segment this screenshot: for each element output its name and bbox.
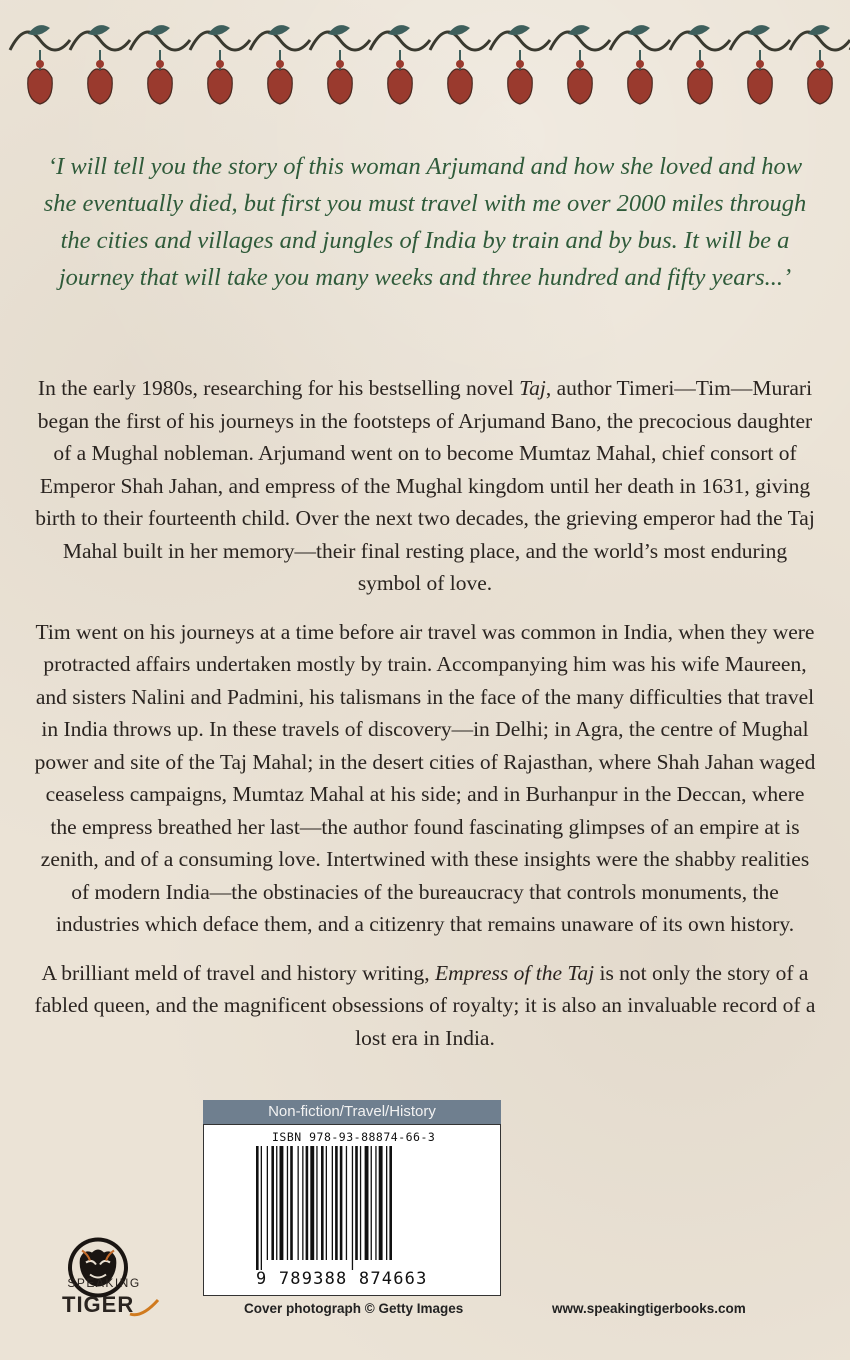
bud-icon <box>216 60 224 68</box>
flower-icon <box>388 69 413 104</box>
book-title: Empress of the Taj <box>435 960 595 985</box>
bud-icon <box>396 60 404 68</box>
bud-icon <box>276 60 284 68</box>
leaf-icon <box>688 25 710 35</box>
barcode-bar <box>375 1146 376 1260</box>
flower-icon <box>628 69 653 104</box>
isbn-label: ISBN 978-93-88874-66-3 <box>272 1130 436 1144</box>
isbn-digits: 9 789388 874663 <box>256 1269 428 1289</box>
barcode-bar <box>340 1146 343 1260</box>
floral-border <box>0 0 850 120</box>
bud-icon <box>696 60 704 68</box>
leaf-icon <box>748 25 770 35</box>
novel-title: Taj <box>519 376 546 400</box>
publisher-website: www.speakingtigerbooks.com <box>552 1301 746 1316</box>
barcode-bar <box>332 1146 333 1260</box>
bud-icon <box>36 60 44 68</box>
barcode-bar <box>326 1146 327 1260</box>
barcode-bar <box>335 1146 338 1260</box>
barcode-bar <box>310 1146 314 1260</box>
genre-label: Non-fiction/Travel/History <box>203 1100 501 1124</box>
publisher-name-brand: TIGER <box>62 1292 135 1317</box>
flower-icon <box>88 69 113 104</box>
barcode-panel <box>203 1124 501 1296</box>
vine-stem <box>130 32 190 50</box>
flower-icon <box>568 69 593 104</box>
leaf-icon <box>28 25 50 35</box>
leaf-icon <box>808 25 830 35</box>
barcode-bar <box>355 1146 358 1260</box>
barcode-bar <box>316 1146 317 1260</box>
leaf-icon <box>148 25 170 35</box>
bud-icon <box>756 60 764 68</box>
flower-icon <box>448 69 473 104</box>
blurb <box>30 372 820 1070</box>
photo-credit: Cover photograph © Getty Images <box>244 1301 464 1316</box>
barcode-bar <box>389 1146 392 1260</box>
barcode-bar <box>371 1146 372 1260</box>
bud-icon <box>516 60 524 68</box>
leaf-icon <box>628 25 650 35</box>
barcode-bar <box>271 1146 274 1260</box>
vine-stem <box>550 32 610 50</box>
barcode-bar <box>379 1146 383 1260</box>
barcode-bar <box>346 1146 347 1260</box>
flower-icon <box>508 69 533 104</box>
leaf-icon <box>268 25 290 35</box>
flower-icon <box>148 69 173 104</box>
brand-swoosh-icon <box>128 1296 162 1320</box>
barcode-bar <box>360 1146 361 1260</box>
bud-icon <box>636 60 644 68</box>
leaf-icon <box>208 25 230 35</box>
leaf-icon <box>328 25 350 35</box>
barcode-bar <box>280 1146 284 1260</box>
barcode-bar <box>287 1146 288 1260</box>
barcode-block <box>203 1100 501 1295</box>
flower-icon <box>748 69 773 104</box>
flower-icon <box>688 69 713 104</box>
vine-stem <box>610 32 670 50</box>
blurb-paragraph-2: Tim went on his journeys at a time before air travel was common in India, when they were protracted affairs undertaken mostly by train. Accompanying him was his wife Maureen, and sisters Nalini and Padmini, his talismans in the face of the many difficulties that travel in India throws up. In these travels of discovery—in Delhi; in Agra, the centre of Mughal power and site of the Taj Mahal; in the desert cities of Rajasthan, where Shah Jahan waged ceaseless campaigns, Mumtaz Mahal at his side; and in Burhanpur in the Deccan, where the empress breathed her last—the author found fascinating glimpses of an empire at is zenith, and of a consuming love. Intertwined with these insights were the shabby realities of modern India—the obstinacies of the bureaucracy that controls monuments, the industries which deface them, and a citizenry that remains unaware of its own history. <box>34 619 816 936</box>
blurb-paragraph-1: In the early 1980s, researching for his bestselling novel Taj, author Timeri—Tim—Murari began the first of his journeys in the footsteps of Arjumand Bano, the precocious daughter of a Mughal nobleman. Arjumand went on to become Mumtaz Mahal, chief consort of Emperor Shah Jahan, and empress of the Mughal kingdom until her death in 1631, giving birth to their fourteenth child. Over the next two decades, the grieving emperor had the Taj Mahal built in her memory—their final resting place, and the world’s most enduring symbol of love. <box>35 376 815 595</box>
flower-icon <box>28 69 53 104</box>
barcode-bar <box>302 1146 303 1260</box>
leaf-icon <box>508 25 530 35</box>
barcode-bar <box>256 1146 259 1270</box>
leaf-icon <box>388 25 410 35</box>
vine-stem <box>670 32 730 50</box>
flower-icon <box>808 69 833 104</box>
barcode-bars <box>256 1146 446 1270</box>
barcode-bar <box>276 1146 277 1260</box>
barcode-bar <box>267 1146 268 1260</box>
bud-icon <box>96 60 104 68</box>
vine-stem <box>730 32 790 50</box>
barcode-bar <box>386 1146 387 1260</box>
blurb-paragraph-3: A brilliant meld of travel and history writing, Empress of the Taj is not only the story of a fabled queen, and the magnificent obsessions of royalty; it is also an invaluable record of a lost era in India. <box>34 960 816 1050</box>
flower-icon <box>328 69 353 104</box>
barcode-bar <box>365 1146 369 1260</box>
bud-icon <box>336 60 344 68</box>
vine-stem <box>190 32 250 50</box>
vine-stem <box>10 32 70 50</box>
bud-icon <box>816 60 824 68</box>
vine-stem <box>250 32 310 50</box>
vine-stem <box>430 32 490 50</box>
pull-quote <box>30 148 820 296</box>
flower-icon <box>208 69 233 104</box>
vine-stem <box>70 32 130 50</box>
leaf-icon <box>88 25 110 35</box>
barcode-bar <box>306 1146 309 1260</box>
vine-stem <box>490 32 550 50</box>
leaf-icon <box>448 25 470 35</box>
barcode-bar <box>321 1146 324 1260</box>
leaf-icon <box>568 25 590 35</box>
bud-icon <box>576 60 584 68</box>
bud-icon <box>156 60 164 68</box>
bud-icon <box>456 60 464 68</box>
pull-quote-text: ‘I will tell you the story of this woman Arjumand and how she loved and how she eventually died, but first you must travel with me over 2000 miles through the cities and villages and jungles of India by train and by bus. It will be a journey that will take you many weeks and three hundred and fifty years...’ <box>43 153 807 291</box>
vine-stem <box>790 32 850 50</box>
barcode-bar <box>290 1146 293 1260</box>
vine-stem <box>310 32 370 50</box>
barcode-bar <box>352 1146 353 1270</box>
barcode-bar <box>298 1146 299 1260</box>
barcode-bar <box>261 1146 262 1270</box>
vine-stem <box>370 32 430 50</box>
flower-icon <box>268 69 293 104</box>
publisher-name-top: SPEAKING <box>67 1276 141 1290</box>
